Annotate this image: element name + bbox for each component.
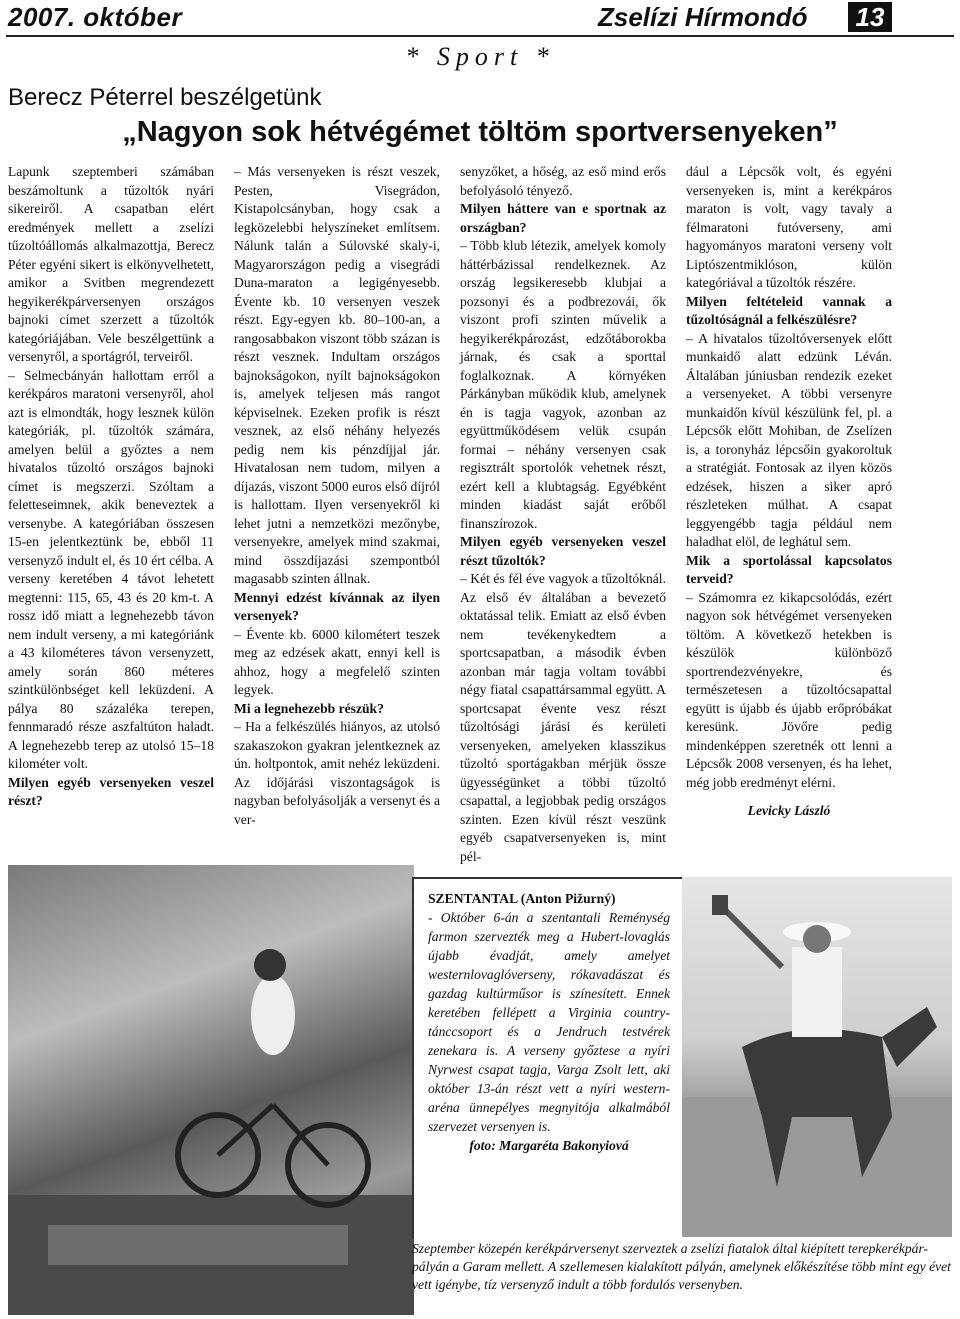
page-number: 13 xyxy=(848,2,892,32)
paragraph: – Két és fél éve vagyok a tűzoltóknál. Az első év általában a bevezető oktatással telik. Emiatt az első évben nem tevékenykedtem a sportcsapatban, a második évben azonban már tagja voltam további négy fiatal csapattársammal együtt. A sportcsapat évente vesz részt tűzoltósági járási és kerületi versenyeken, amelyeken klasszikus tűzoltó sportágakban mérjük össze ügyességünket a többi tűzoltó csapattal, a legjobbak pedig országos szinten. Ezen kívül részt veszünk egyéb csapatversenyeken is, mint pél- xyxy=(460,571,666,864)
interview-question: Milyen háttere van e sportnak az országban? xyxy=(460,201,666,235)
interview-question: Milyen egyéb versenyeken veszel részt tűzoltók? xyxy=(460,534,666,568)
interview-question: Milyen egyéb versenyeken veszel részt? xyxy=(8,774,214,808)
biker-illustration xyxy=(8,865,414,1315)
paragraph: – Több klub létezik, amelyek komoly háttérbázissal rendelkeznek. Az ország legsikeresebb klubjai a pozsonyi és a podbrezovái, ők viszont profi szinten művelik a hegyikerékpározást, edzőtáborokba járnak, és csak a sporttal foglalkoznak. A környéken Párkányban működik klub, amelynek én is tagja vagyok, azonban az együttműködésem velük csupán formai – néhány versenyen csak regisztrált sportolók vehetnek részt, ezért kell a klubtagság. Egyébként minden kiadást saját erőből finanszírozok. xyxy=(460,238,666,531)
paragraph: – Számomra ez kikapcsolódás, ezért nagyon sok hétvégémet versenyeken töltöm. A következő hetekben is készülök különböző sportrendezvényekre, és természetesen a tűzoltócsapattal együtt is újabb és újabb erőpróbákat keresünk. Jövőre pedig mindenképpen szeretnék ott lenni a Lépcsők 2008 versenyen, és ha lehet, még jobb eredményt elérni. xyxy=(686,589,892,790)
caption-frame-left xyxy=(412,877,414,1239)
caption-text: - Október 6-án a szentantali Reménység farmon szervezték meg a Hubert-lovaglás újabb évadját, amely amelyet westernlovaglóverseny, rókavadászat és gazdag kultúrműsor is színesített. Ennek keretében fellépett a Virginia country-tánccsoport és a Jendruch testvérek zenekara is. A verseny győztese a nyíri Nyrwest csapat tagja, Varga Zsolt lett, aki október 13-án részt vett a nyíri western-aréna ünnepélyes megnyitója alkalmából szervezet versenyen is. xyxy=(428,910,670,1134)
photo-credit: foto: Margaréta Bakonyiová xyxy=(469,1138,629,1153)
photo-caption-biking: Szeptember közepén kerékpárversenyt szerveztek a zselízi fiatalok által kiépített terepkerékpár-pályán a Garam mellett. A szellemesen kialakított pályán, amelynek előkészítése több mint egy évet vett igénybe, tíz versenyző indult a több fordulós versenyben. xyxy=(412,1241,951,1292)
header-rule xyxy=(6,35,954,37)
paragraph: – A hivatalos tűzoltóversenyek előtt munkaidő alatt edzünk Léván. Általában júniusban rendezik ezeket a versenyeket. A többi versenyre munkaidőn kívül készülünk fel, pl. a Lépcsők előtt Mohiban, de Zselízen is, a toronyház lépcsőin gyakoroltuk a stratégiát. Fontosak az ilyen közös edzések, hiszen a siker apró részleteken múlhat. A csapat leggyengébb tagja például nem haladhat elöl, de leghátul sem. xyxy=(686,330,892,549)
caption-title: SZENTANTAL (Anton Pižurný) xyxy=(428,891,616,906)
paragraph: – Selmecbányán hallottam erről a kerékpáros maratoni versenyről, ahol azt is elmondták, hogy lesznek külön kategóriák, pl. tűzoltók számára, amelyen belül a győztes a nem hivatalos tűzoltó országos bajnoki címet is megszerzi. Szóltam a feletteseimnek, akik beneveztek a versenybe. A kategóriában összesen 15-en jelentkeztünk be, ebből 11 versenyző indult el, és 10 ért célba. A verseny keretében 4 távot lehetett megtenni: 115, 65, 43 és 20 km-t. A rossz idő miatt a legnehezebb távon nem indult verseny, a mi kategóriánk a 43 kilométeres távon versenyzett, amely során 860 méteres szintkülönbséget kell leküzdeni. A pálya 80 százaléka terepen, fennmaradó része aszfaltúton haladt. A legnehezebb terep az utolsó 15–18 kilométer volt. xyxy=(8,367,214,771)
article-column-3 xyxy=(460,163,666,866)
article-column-1 xyxy=(8,163,214,811)
article-headline: „Nagyon sok hétvégémet töltöm sportversenyeken” xyxy=(122,116,838,148)
issue-date: 2007. október xyxy=(8,2,183,32)
paragraph: Lapunk szeptemberi számában beszámoltunk a tűzoltók nyári sikereiről. A csapatban elért eredmények mellett a zselízi tűzoltóállomás alkalmazottja, Berecz Péter egyéni sikert is elkönyvelhetett, amikor a Svitben megrendezett hegyikerékpárversenyen országos bajnoki címet szerzett a tűzoltók kategóriájában. Vele beszélgettünk a versenyről, a sportágról, terveiről. xyxy=(8,164,214,364)
interview-question: Mik a sportolással kapcsolatos terveid? xyxy=(686,552,892,586)
author-signature: Levicky László xyxy=(747,803,831,818)
article-column-2 xyxy=(234,163,440,829)
photo-caption-western xyxy=(428,889,670,1155)
photo-horse-rider xyxy=(682,877,952,1237)
paragraph: senyzőket, a hőség, az eső mind erős befolyásoló tényező. xyxy=(460,164,666,198)
newspaper-title: Zselízi Hírmondó xyxy=(598,2,808,32)
article-subhead: Berecz Péterrel beszélgetünk xyxy=(8,84,322,111)
interview-question: Mennyi edzést kívánnak az ilyen versenyek? xyxy=(234,589,440,623)
interview-question: Milyen feltételeid vannak a tűzoltóságnál a felkészülésre? xyxy=(686,293,892,327)
paragraph: – Más versenyeken is részt veszek, Pesten, Visegrádon, Kistapolcsányban, hogy csak a legközelebbi helyszíneket említsem. Nálunk talán a Súlovské skaly-i, Magyarországon pedig a visegrádi Duna-maraton a legigényesebb. Évente kb. 10 versenyen veszek részt. Egy-egyen kb. 80–100-an, a rangosabbakon viszont több százan is részt vesznek. Indultam országos bajnokságokon, nyílt bajnokságokon is, amelyek teljesen más rangot képviselnek. Ezeken profik is részt vesznek, az első néhány helyezés pedig nem kis pénzdíjjal jár. Hivatalosan nem tudom, milyen a díjazás, viszont 5000 euros első díjról is hallottam. Ilyen versenyekről ki lehet jutni a nemzetközi mezőnybe, versenyekre, amelyek mind szakmai, mind összdíjazási szempontból magasabb szinten állnak. xyxy=(234,164,440,586)
paragraph: – Ha a felkészülés hiányos, az utolsó szakaszokon gyakran jelentkeznek az ún. holtpontok, amit nehéz leküzdeni. Az időjárási viszontagságok is nagyban befolyásolják a versenyt és a ver- xyxy=(234,719,440,827)
article-column-4 xyxy=(686,163,892,821)
paragraph: dául a Lépcsők volt, és egyéni versenyeken is, mint a kerékpáros maraton is volt, vagy tavaly a félmaratoni futóverseny, ami hagyományos maratoni verseny volt Liptószentmiklóson, külön kategóriával a tűzoltók részére. xyxy=(686,164,892,290)
photo-mountain-biker xyxy=(8,865,414,1315)
section-title: * Sport * xyxy=(405,42,555,71)
interview-question: Mi a legnehezebb részük? xyxy=(234,700,384,716)
rider-illustration xyxy=(682,877,952,1237)
caption-frame-top xyxy=(412,877,682,879)
paragraph: – Évente kb. 6000 kilométert teszek meg az edzések akatt, ennyi kell is ahhoz, hogy a megfelelő szinten legyek. xyxy=(234,626,440,697)
